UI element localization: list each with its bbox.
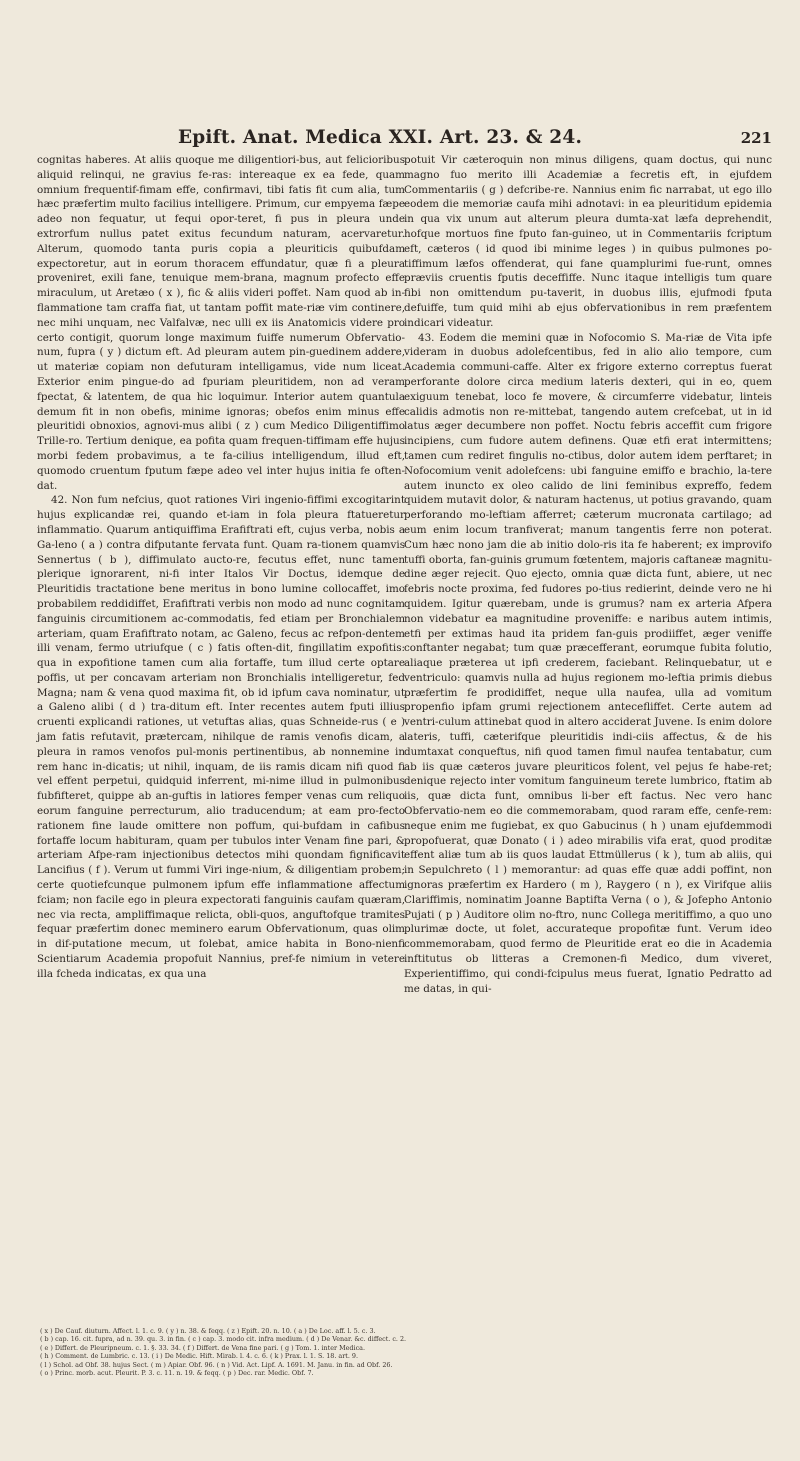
right-column <box>404 153 772 996</box>
paragraph: 42. Non fum nefcius, quot rationes Viri ingenio-fiffimi excogitarint hujus explicandæ rei, quando et-iam in fola pleura ftatueretur inflammatio. Quarum antiquiffima Erafiftrati eft, cujus verba, nobis a Ga-leno ( a ) contra difputante fervata funt. Quam ra-tionem quamvis Sennertus ( b ), diffimulato aucto-re, fecutus effet, nunc tamen plerique ignorarent, ni-fi inter Italos Vir Doctus, idemque de Pleuritidis tractatione bene meritus in bono lumine collocaffet, imo probabilem reddidiffet, Erafiftrati verbis non modo ad nunc cognitam fanguinis circumitionem ac-commodatis, fed etiam per Bronchialem arteriam, quam Erafiftrato notam, ac Galeno, fecus ac refpon-dentem illi venam, fermo utriufque ( c ) fatis often-dit, fingillatim expofitis: qua in expofitione tamen cum alia fortaffe, tum illud certe optare poffis, ut per concavam arteriam non Bronchialis intelligeretur, fed Magna; nam & vena quod maxima fit, ob id ipfum cava nominatur, ut a Galeno alibi ( d ) tra-ditum eft. Inter recentes autem fputi illius cruenti explicandi rationes, ut vetuftas alias, quas Schneide-rus ( e ) jam fatis refutavit, prætercam, nihilque de ramis venofis dicam, a pleura in ramos venofos pul-monis pertinentibus, ab nonnemine in rem hanc in-dicatis; ut nihil, inquam, de iis ramis dicam nifi quod fi vel effent perpetui, quidquid inferrent, mi-nime illud in pulmonibus fubfifteret, quippe ab an-guftis in latiores femper venas cum reliquo eorum fanguine perrecturum, alio traducendum; at eam pro-fecto rationem fine laude omittere non poffum, qui-bufdam in cafibus fortaffe locum habituram, quam per tubulos inter Venam fine pari, & arteriam Afpe-ram injectionibus detectos mihi quondam fignificavit Lancifius ( f ). Verum ut fummi Viri inge-nium, & diligentiam probem; certe quotiefcunque pulmonem ipfum effe inflammatione affectum fciam; non facile ego in pleura expectorati fanguinis caufam quæram, nec via recta, ampliffimaque relicta, obli-quos, anguftofque tramites fequar præfertim donec meminero earum Obfervationum, quas olim in dif-putatione mecum, ut folebat, amice habita in Bono-nienfi Scientiarum Academia propofuit Nannius, pref-fe nimium in vetere illa fcheda indicatas, ex qua una <box>37 494 405 980</box>
footnote-line: ( h ) Comment. de Lumbric. c. 13. ( i ) De Medic. Hift. Mirab. l. 4. c. 6. ( k ) Prax. l. 1. S. 18. art. 9. <box>40 1352 358 1361</box>
footnote-line: ( b ) cap. 16. cit. fupra, ad n. 39. qu. 3. in fin. ( c ) cap. 3. modo cit. infra medium. ( d ) De Venar. &c. diffect. c. 2. <box>40 1335 407 1344</box>
footnote-line: ( x ) De Cauf. diuturn. Affect. l. 1. c. 9. ( y ) n. 38. & feqq. ( z ) Epift. 20. n. 10. ( a ) De Loc. aff. l. 5. c. 3. <box>40 1327 376 1335</box>
paragraph: cognitas haberes. At aliis quoque me diligentiori-bus, aut felicioribus aliquid relinqui, ne gravius fe-ras: intereaque ex ea fede, quam omnium frequentif-fimam effe, confirmavi, tibi fatis fit cum alia, tum hæc præfertim multo facilius intelligere. Primum, cur empyema fæpe adeo non fequatur, ut fequi opor-teret, fi pus in pleura unde extrorfum nullus patet exitus fecundum naturam, acervaretur. Alterum, quomodo tanta puris copia a pleuriticis quibufdam expectoretur, aut in eorum thoracem effundatur, quæ fi a pleura proveniret, exili fane, tenuique mem-brana, magnum profecto effe miraculum, ut Aretæo ( x ), fic & aliis videri poffet. Nam quod ab in-flammatione tam craffa fiat, ut tantam poffit mate-riæ vim continere, nec mihi unquam, nec Valfalvæ, nec ulli ex iis Anatomicis videre pro certo contigit, quorum longe maximum fuiffe numerum Obfervatio-num, fupra ( y ) dictum eft. Ad pleuram autem pin-guedinem addere, ut materiæ copiam non defuturam intelligamus, vide num liceat. Exterior enim pingue-do ad fpuriam pleuritidem, non ad veram fpectat, & latentem, de qua hic loquimur. Interior autem quantula demum fit in non obefis, minime ignoras; obefos enim minus effe pleuritidi obnoxios, agnovi-mus alibi ( z ) cum Medico Diligentiffimo Trille-ro. Tertium denique, ea pofita quam frequen-tiffimam effe hujus morbi fedem probavimus, a te fa-cilius intelligendum, illud eft, quomodo cruentum fputum fæpe adeo vel inter hujus initia fe often-dat. <box>37 154 405 492</box>
page-number: 221 <box>740 129 772 147</box>
paragraph: 43. Eodem die memini quæ in Nofocomio S. Ma-riæ de Vita ipfe videram in duobus adolefcentibus, fed in alio alio tempore, cum Academia communi-caffe. Alter ex frigore externo correptus fuerat perforante dolore circa medium lateris dexteri, qui in eo, quem exiguum tenebat, loco fe movere, & circumferre videbatur, linteis calidis admotis non re-mittebat, tangendo autem crefcebat, ut in id latus æger decumbere non poffet. Noctu febris acceffit cum frigore incipiens, cum fudore autem definens. Quæ etfi erat intermittens; tamen cum rediret fingulis no-ctibus, dolor autem idem perftaret; in Nofocomium venit adolefcens: ubi fanguine emiffo e brachio, la-tere autem inuncto ex oleo calido de lini feminibus expreffo, fedem quidem mutavit dolor, & naturam hactenus, ut potius gravando, quam perforando mo-leftiam afferret; cæterum mucronata cartilago; ad eum enim locum tranfiverat; manum tangentis ferre non poterat. Cum hæc nono jam die ab initio dolo-ris ita fe haberent; ex improvifo tuffi oborta, fan-guinis grumum fœtentem, majoris caftaneæ magnitu-dine æger rejecit. Quo ejecto, omnia quæ dicta funt, abiere, ut nec febris nocte proxima, fed fudores po-tius redierint, deinde vero ne hi quidem. Igitur quærebam, unde is grumus? nam ex arteria Afpera non videbatur ea magnitudine proveniffe: e naribus autem intimis, etfi per extimas haud ita pridem fan-guis prodiiffet, æger veniffe conftanter negabat; tum quæ præcefferant, eorumque fubita folutio, aliaque præterea ut ipfi crederem, faciebant. Relinquebatur, ut e ventriculo: quamvis nulla ad hujus regionem mo-leftia primis diebus præfertim fe prodidiffet, neque ulla naufea, ulla ad vomitum propenfio ipfam grumi rejectionem antecefliffet. Certe autem ad ventri-culum attinebat quod in altero acciderat Juvene. Is enim dolore lateris, tuffi, cæterifque pleuritidis indi-ciis affectus, & de his dumtaxat conqueftus, nifi quod tamen fimul naufea tentabatur, cum ab iis quæ cæteros juvare pleuriticos folent, vel pejus fe habe-ret; denique rejecto inter vomitum fanguineum terete lumbrico, ftatim ab iis, quæ dicta funt, omnibus li-ber eft factus. Nec vero hanc Obfervatio-nem eo die commemorabam, quod raram effe, cenfe-rem: neque enim me fugiebat, ex quo Gabucinus ( h ) unam ejufdemmodi propofuerat, quæ Donato ( i ) adeo mirabilis vifa erat, quod proditæ effent aliæ tum ab iis quos laudat Ettmüllerus ( k ), tum ab aliis, qui in Sepulchreto ( l ) memorantur: ad quas effe quæ addi poffint, non ignoras præfertim ex Hardero ( m ), Raygero ( n ), ex Virifque aliis Clariffimis, nominatim Joanne Baptifta Verna ( o ), & Jofepho Antonio Pujati ( p ) Auditore olim no-ftro, nunc Collega meritiffimo, a quo uno plurimæ docte, ut folet, accurateque propofitæ funt. Verum ideo commemorabam, quod fermo de Pleuritide erat eo die in Academia inftitutus ob litteras a Cremonen-fi Medico, dum viveret, Experientiffimo, qui condi-fcipulus meus fuerat, Ignatio Pedratto ad me datas, in qui- <box>404 331 772 995</box>
footnote-line: ( o ) Princ. morb. acut. Pleurit. P. 3. c. 11. n. 19. & feqq. ( p ) Dec. rar. Medic. Obf. 7. <box>40 1369 314 1378</box>
running-header <box>0 127 800 151</box>
left-column <box>37 153 405 982</box>
paragraph: potuit Vir cæteroquin non minus diligens, quam doctus, qui nunc magno fuo merito illi Academiæ a fecretis eft, in ejufdem Commentariis ( g ) defcribe-re. Nannius enim fic narrabat, ut ego illo eodem die memoriæ caufa mihi adnotavi: in ea pleuritidum epidemia in qua vix unum aut alterum pleura dumta-xat læfa deprehendit, hofque mortuos fine fputo fan-guineo, ut in Commentariis fcriptum eft, cæteros ( id quod ibi minime leges ) in quibus pulmones po-tiffimum læfos offenderat, qui fane quamplurimi fue-runt, omnes præviis cruentis fputis deceffiffe. Nunc itaque intelligis tum quare fibi non omittendum pu-taverit, in duobus illis, ejufmodi fputa defuiffe, tum quid mihi ab ejus obfervationibus in rem præfentem indicari videatur. <box>404 154 772 329</box>
footnote-line: ( l ) Schol. ad Obf. 38. hujus Sect. ( m ) Apiar. Obf. 96. ( n ) Vid. Act. Lipf. A. 1691. M. Janu. in fin. ad Obf. 26. <box>40 1360 393 1369</box>
page-title: Epift. Anat. Medica XXI. Art. 23. & 24. <box>178 127 583 148</box>
footnote-line: ( e ) Differt. de Pleuripneum. c. 1. §. 33. 34. ( f ) Differt. de Vena fine pari. ( g ) Tom. 1. inter Medica. <box>40 1343 365 1352</box>
footnotes <box>40 1327 780 1377</box>
